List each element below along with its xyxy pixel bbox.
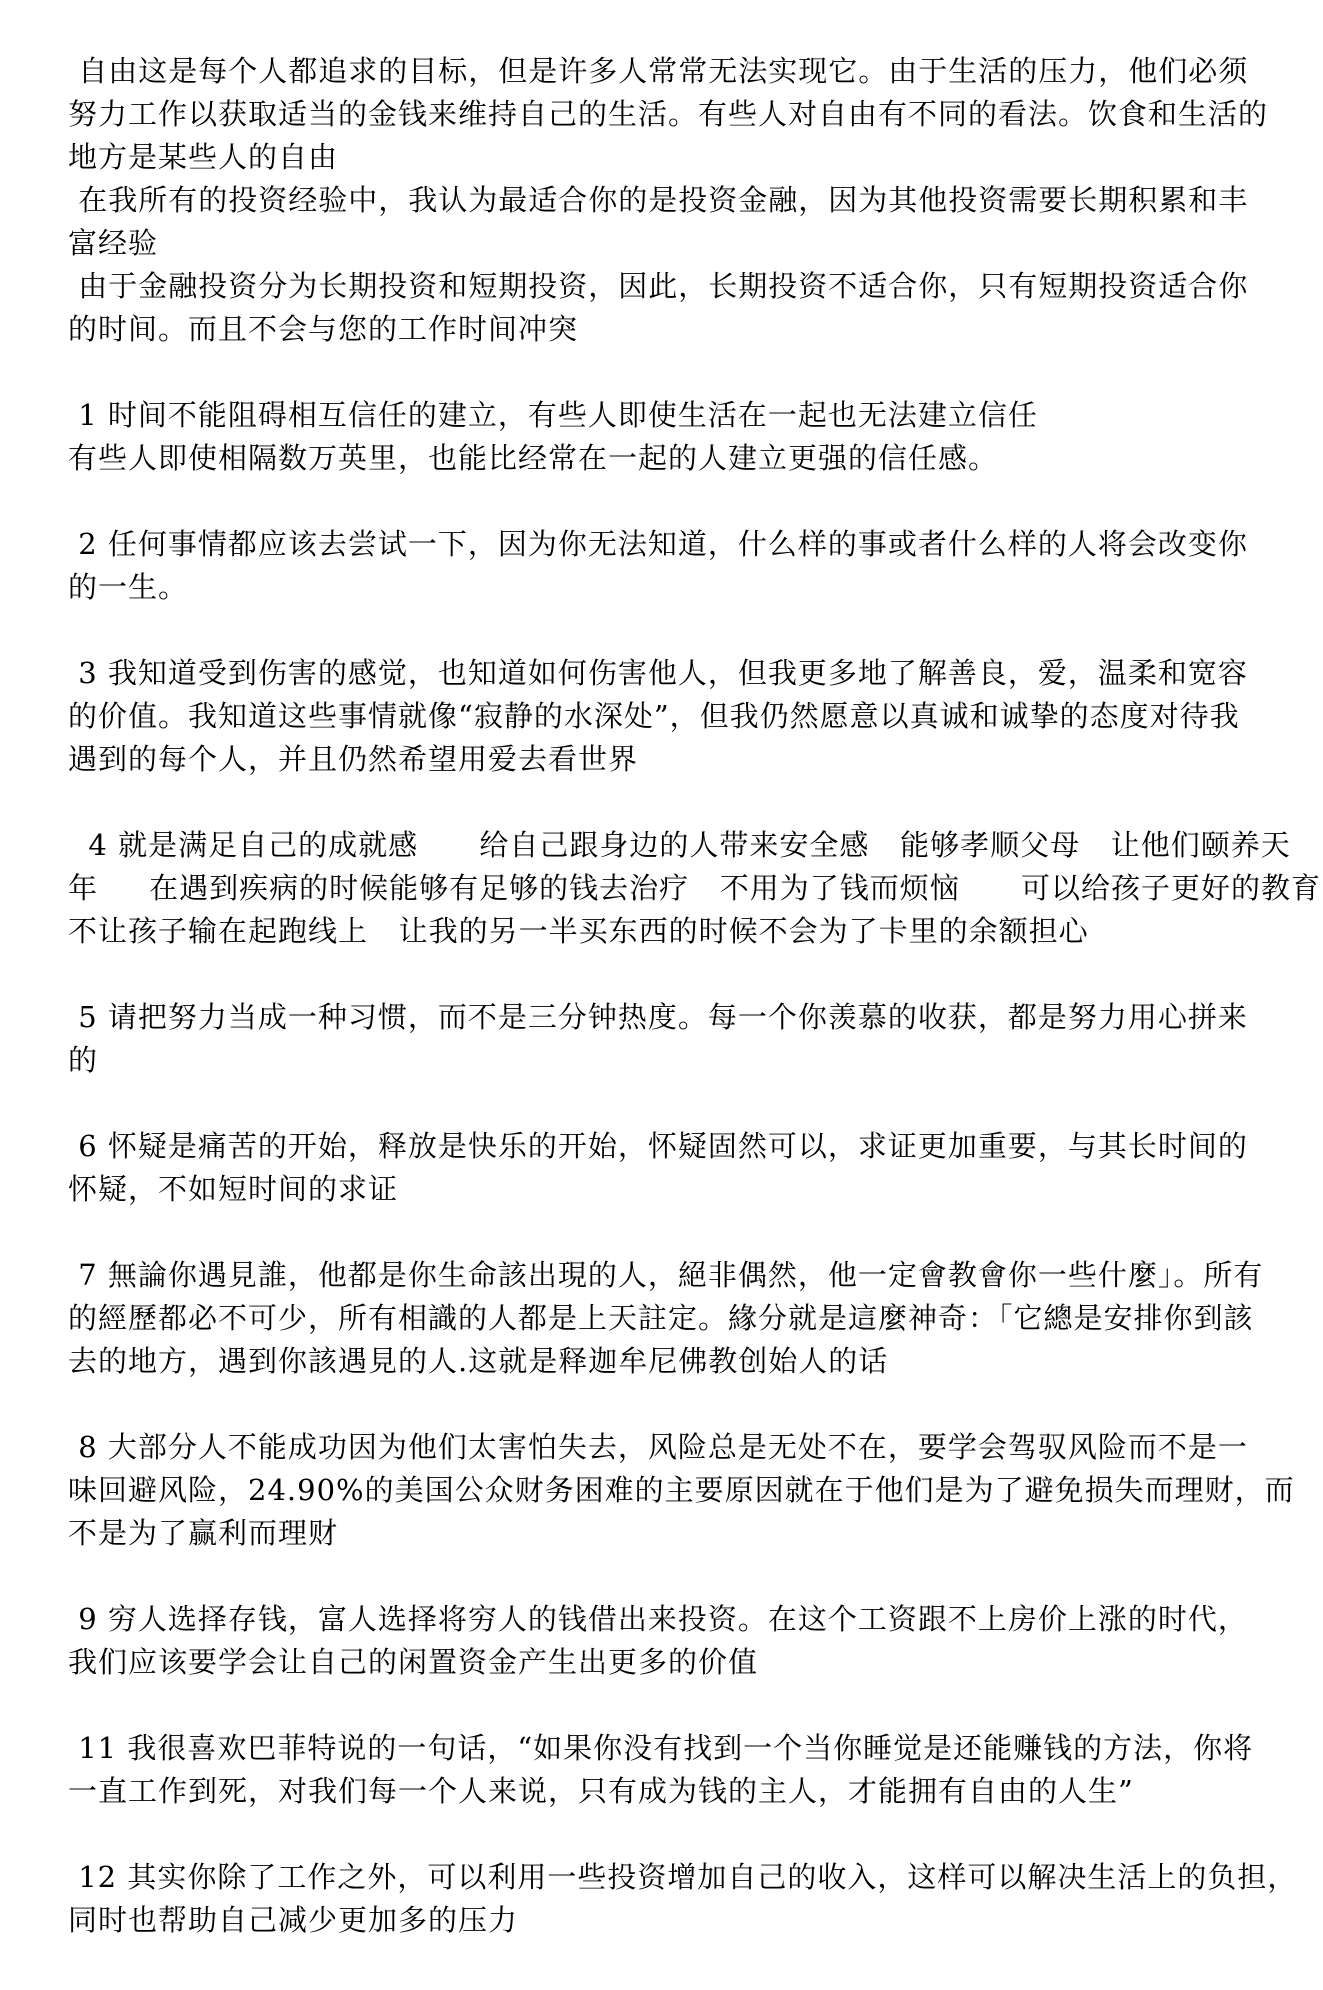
paragraph-item-1 (68, 394, 1271, 480)
text-line: 4 就是满足自己的成就感 给自己跟身边的人带来安全感 能够孝顺父母 让他们颐养天 (68, 828, 1291, 862)
text-line: 9 穷人选择存钱，富人选择将穷人的钱借出来投资。在这个工资跟不上房价上涨的时代， (68, 1602, 1248, 1636)
text-line: 同时也帮助自己减少更加多的压力 (68, 1903, 519, 1937)
paragraph-item-11 (68, 1727, 1271, 1813)
text-line: 富经验 (68, 226, 159, 260)
text-line: 不让孩子输在起跑线上 让我的另一半买东西的时候不会为了卡里的余额担心 (68, 914, 1089, 948)
text-line: 8 大部分人不能成功因为他们太害怕失去，风险总是无处不在，要学会驾驭风险而不是一 (68, 1430, 1248, 1464)
paragraph-item-8 (68, 1426, 1295, 1555)
text-line: 在我所有的投资经验中，我认为最适合你的是投资金融，因为其他投资需要长期积累和丰 (68, 183, 1249, 217)
text-line: 11 我很喜欢巴菲特说的一句话，“如果你没有找到一个当你睡觉是还能赚钱的方法，你将 (68, 1731, 1254, 1765)
paragraph-item-6 (68, 1125, 1271, 1211)
text-line: 12 其实你除了工作之外，可以利用一些投资增加自己的收入，这样可以解决生活上的负担， (68, 1860, 1298, 1894)
text-line: 年 在遇到疾病的时候能够有足够的钱去治疗 不用为了钱而烦恼 可以给孩子更好的教育 (68, 871, 1322, 905)
text-line: 有些人即使相隔数万英里，也能比经常在一起的人建立更强的信任感。 (68, 441, 999, 475)
text-line: 的 (68, 1043, 99, 1077)
paragraph-intro (68, 50, 1271, 351)
paragraph-item-5 (68, 996, 1271, 1082)
paragraph-item-9 (68, 1598, 1271, 1684)
text-line: 由于金融投资分为长期投资和短期投资，因此，长期投资不适合你，只有短期投资适合你 (68, 269, 1249, 303)
text-line: 去的地方，遇到你該遇見的人.这就是释迦牟尼佛教创始人的话 (68, 1344, 889, 1378)
text-line: 遇到的每个人，并且仍然希望用爱去看世界 (68, 742, 639, 776)
text-line: 5 请把努力当成一种习惯，而不是三分钟热度。每一个你羡慕的收获，都是努力用心拼来 (68, 1000, 1248, 1034)
text-line: 一直工作到死，对我们每一个人来说，只有成为钱的主人，才能拥有自由的人生” (68, 1774, 1134, 1808)
text-line: 的一生。 (68, 570, 189, 604)
paragraph-item-2 (68, 523, 1271, 609)
text-line: 2 任何事情都应该去尝试一下，因为你无法知道，什么样的事或者什么样的人将会改变你 (68, 527, 1248, 561)
paragraph-item-12 (68, 1856, 1298, 1942)
paragraph-item-7 (68, 1254, 1271, 1383)
text-line: 7 無論你遇見誰，他都是你生命該出現的人，絕非偶然，他一定會教會你一些什麼」。所有 (68, 1258, 1264, 1292)
text-line: 地方是某些人的自由 (68, 140, 339, 174)
text-line: 我们应该要学会让自己的闲置资金产生出更多的价值 (68, 1645, 759, 1679)
text-line: 自由这是每个人都追求的目标，但是许多人常常无法实现它。由于生活的压力，他们必须 (68, 54, 1249, 88)
text-line: 味回避风险，24.90%的美国公众财务困难的主要原因就在于他们是为了避免损失而理财，而 (68, 1473, 1295, 1507)
text-line: 1 时间不能阻碍相互信任的建立，有些人即使生活在一起也无法建立信任 (68, 398, 1038, 432)
document-content (68, 50, 1322, 1942)
text-line: 6 怀疑是痛苦的开始，释放是快乐的开始，怀疑固然可以，求证更加重要，与其长时间的 (68, 1129, 1248, 1163)
paragraph-item-3 (68, 652, 1271, 781)
text-line: 怀疑，不如短时间的求证 (68, 1172, 399, 1206)
text-line: 3 我知道受到伤害的感觉，也知道如何伤害他人，但我更多地了解善良，爱，温柔和宽容 (68, 656, 1248, 690)
text-line: 努力工作以获取适当的金钱来维持自己的生活。有些人对自由有不同的看法。饮食和生活的 (68, 97, 1269, 131)
text-line: 的时间。而且不会与您的工作时间冲突 (68, 312, 579, 346)
paragraph-item-4 (68, 824, 1322, 953)
text-line: 不是为了赢利而理财 (68, 1516, 339, 1550)
text-line: 的經歷都必不可少，所有相識的人都是上天註定。緣分就是這麼神奇：「它總是安排你到該 (68, 1301, 1254, 1335)
text-line: 的价值。我知道这些事情就像“寂静的水深处”，但我仍然愿意以真诚和诚挚的态度对待我 (68, 699, 1240, 733)
